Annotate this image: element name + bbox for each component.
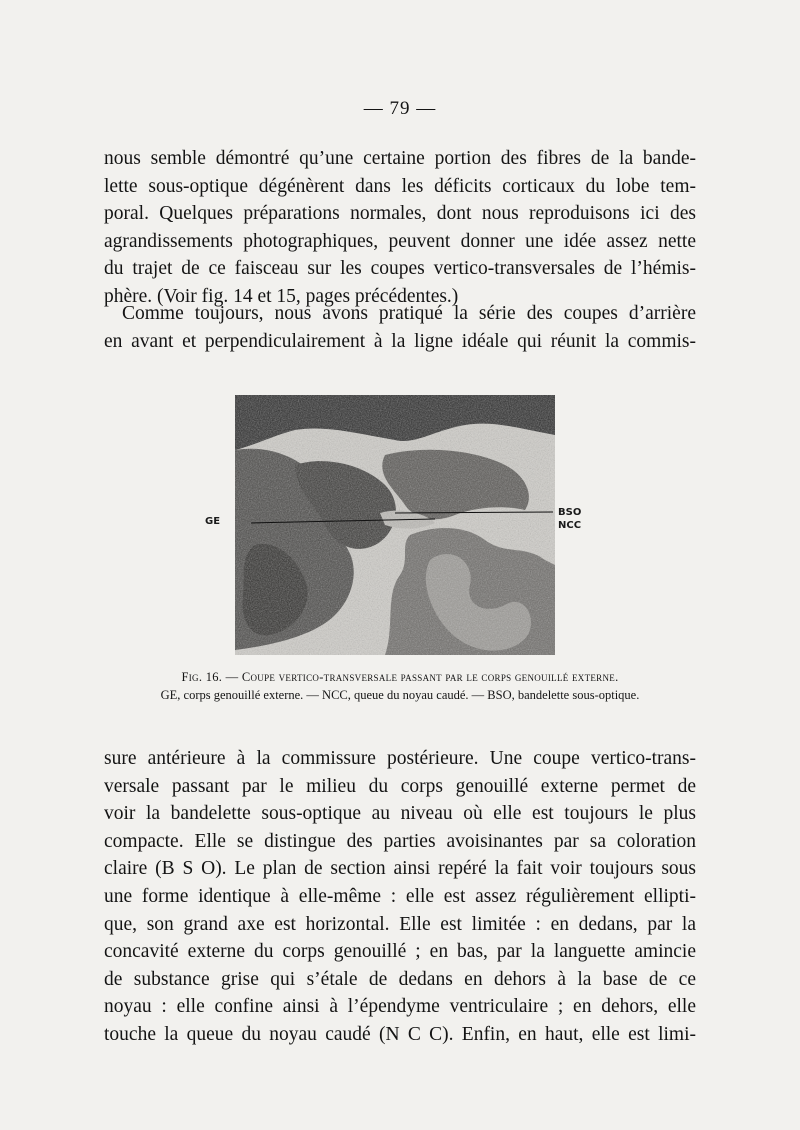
label-ncc: NCC xyxy=(558,520,582,531)
text-line: sure antérieure à la commissure postérieure. Une coupe vertico-trans- xyxy=(104,748,696,769)
text-line: que, son grand axe est horizontal. Elle est limitée : en dedans, par la xyxy=(104,913,696,935)
text-line: de substance grise qui s’étale de dedans en dehors à la base de ce xyxy=(104,968,696,990)
text-line: claire (B S O). Le plan de section ainsi repéré la fait voir toujours sous xyxy=(104,858,696,880)
text-line: concavité externe du corps genouillé ; en bas, par la languette amincie xyxy=(104,941,696,963)
caption-legend: GE, corps genouillé externe. — NCC, queue du noyau caudé. — BSO, bandelette sous-optique. xyxy=(160,688,640,702)
text-line: poral. Quelques préparations normales, dont nous reproduisons ici des xyxy=(104,203,696,225)
text-line: Comme toujours, nous avons pratiqué la série des coupes d’arrière xyxy=(122,303,696,324)
page-number: — 79 — xyxy=(363,98,437,119)
paragraph-2 xyxy=(104,300,696,355)
text-line: compacte. Elle se distingue des parties avoisinantes par sa coloration xyxy=(104,830,696,852)
paragraph-1 xyxy=(104,145,696,311)
label-bso: BSO xyxy=(558,507,582,518)
caption-title: Fig. 16. — Coupe vertico-transversale passant par le corps genouillé externe. xyxy=(181,670,619,684)
text-line: nous semble démontré qu’une certaine portion des fibres de la bande- xyxy=(104,148,696,169)
text-line: lette sous-optique dégénèrent dans les déficits corticaux du lobe tem- xyxy=(104,175,696,197)
figure-caption xyxy=(104,668,696,704)
text-line: agrandissements photographiques, peuvent donner une idée assez nette xyxy=(104,230,696,252)
text-line: touche la queue du noyau caudé (N C C). Enfin, en haut, elle est limi- xyxy=(104,1023,696,1045)
paragraph-3 xyxy=(104,745,696,1049)
text-line: du trajet de ce faisceau sur les coupes vertico-transversales de l’hémis- xyxy=(104,258,696,280)
text-line: noyau : elle confine ainsi à l’épendyme ventriculaire ; en dehors, elle xyxy=(104,996,696,1018)
text-line: en avant et perpendiculairement à la ligne idéale qui réunit la commis- xyxy=(104,330,696,352)
brain-section-image xyxy=(235,395,555,655)
brain-section-figure xyxy=(205,395,582,655)
text-line: phère. (Voir fig. 14 et 15, pages précédentes.) xyxy=(104,285,459,307)
label-ge: GE xyxy=(205,516,221,527)
text-line: voir la bandelette sous-optique au niveau où elle est toujours le plus xyxy=(104,803,696,825)
text-line: une forme identique à elle-même : elle est assez régulièrement ellipti- xyxy=(104,885,696,907)
text-line: versale passant par le milieu du corps genouillé externe permet de xyxy=(104,775,696,797)
